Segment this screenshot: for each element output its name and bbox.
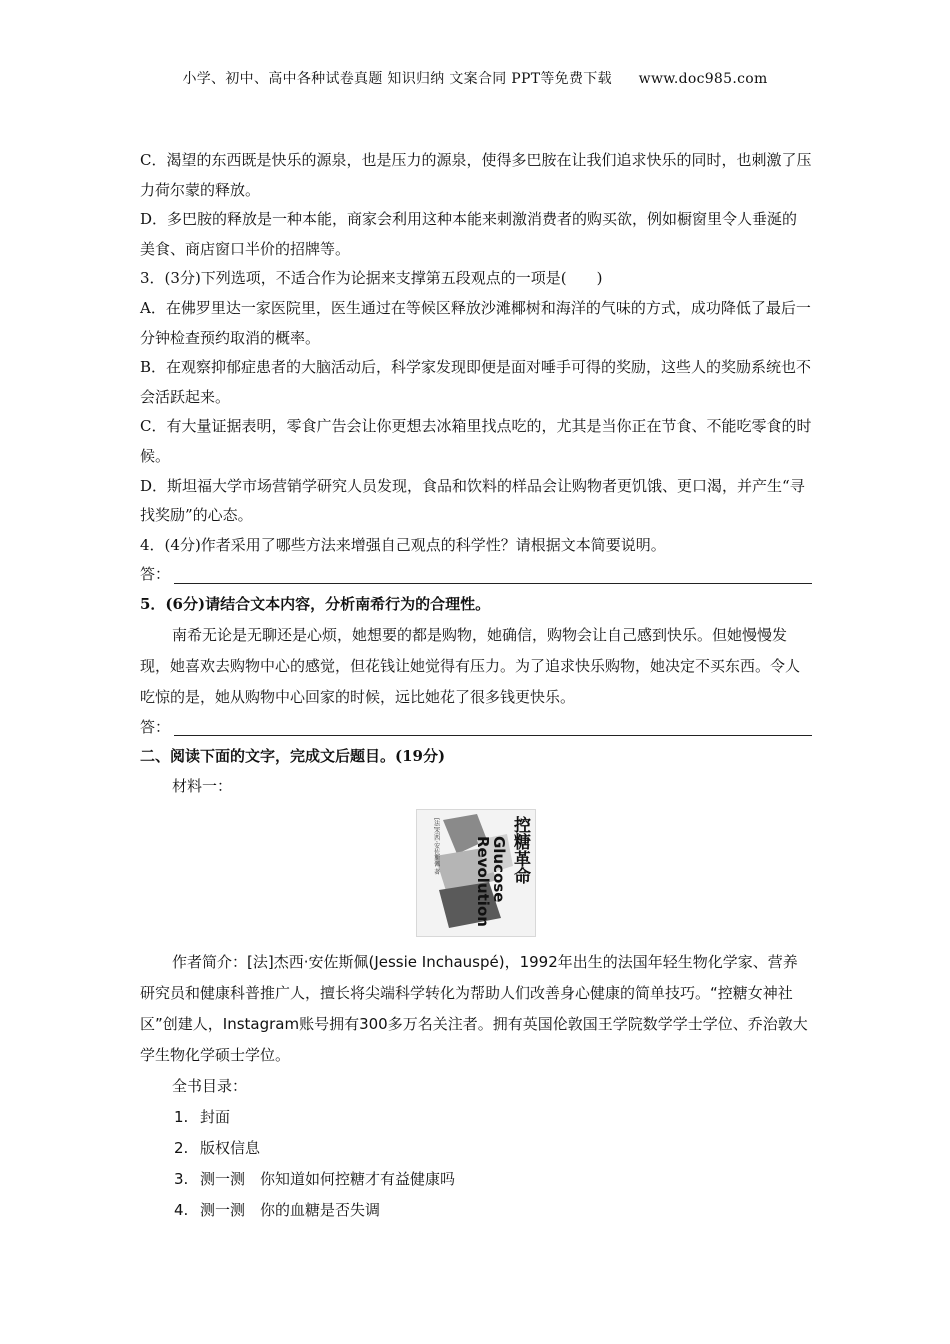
toc-item-text: 封面 xyxy=(200,1108,231,1127)
toc-item-number: 3. xyxy=(174,1170,189,1189)
question-5-stem: 5．(6分)请结合文本内容，分析南希行为的合理性。 xyxy=(140,594,491,613)
table-of-contents xyxy=(140,1102,812,1226)
question-3-option-a: A．在佛罗里达一家医院里，医生通过在等候区释放沙滩椰树和海洋的气味的方式，成功降低了最后一分钟检查预约取消的概率。 xyxy=(140,298,811,347)
toc-item-number: 2. xyxy=(174,1139,189,1158)
answer-rule xyxy=(174,565,812,584)
question-5-answer-line xyxy=(140,713,812,743)
option-c-prev: C．渴望的东西既是快乐的源泉，也是压力的源泉，使得多巴胺在让我们追求快乐的同时，也刺激了压力荷尔蒙的释放。 xyxy=(140,151,812,199)
answer-label: 答： xyxy=(140,717,171,736)
question-3-option-c: C．有大量证据表明，零食广告会让你更想去冰箱里找点吃的，尤其是当你正在节食、不能吃零食的时候。 xyxy=(140,417,812,465)
toc-item-number: 4. xyxy=(174,1201,189,1220)
header-text: 小学、初中、高中各种试卷真题 知识归纳 文案合同 PPT等免费下载 xyxy=(182,71,612,87)
toc-item xyxy=(174,1195,812,1226)
book-cover-container xyxy=(140,809,812,937)
toc-label: 全书目录： xyxy=(172,1077,248,1096)
book-cover-image xyxy=(416,809,536,937)
question-4-answer-line xyxy=(140,560,812,590)
toc-item-number: 1. xyxy=(174,1108,189,1127)
question-4-stem: 4．(4分)作者采用了哪些方法来增强自己观点的科学性？请根据文本简要说明。 xyxy=(140,535,666,554)
toc-item xyxy=(174,1102,812,1133)
document-body xyxy=(140,146,812,1226)
page-header xyxy=(0,68,950,88)
toc-item xyxy=(174,1164,812,1195)
cover-spine-text: [法]杰西·安佐斯佩 著 xyxy=(432,818,440,875)
cover-title-cn: 控糖革命 xyxy=(510,816,530,885)
author-intro: 作者简介：[法]杰西·安佐斯佩(Jessie Inchauspé)，1992年出生的法国年轻生物化学家、营养研究员和健康科普推广人，擅长将尖端科学转化为帮助人们改善身心健康的简单技巧。“控糖女神社区”创建人，Instagram账号拥有300多万名关注者。拥有英国伦敦国王学院数学学士学位、乔治敦大学生物化学硕士学位。 xyxy=(140,953,808,1065)
question-3-option-b: B．在观察抑郁症患者的大脑活动后，科学家发现即便是面对唾手可得的奖励，这些人的奖励系统也不会活跃起来。 xyxy=(140,358,812,406)
option-d-prev: D．多巴胺的释放是一种本能，商家会利用这种本能来刺激消费者的购买欲，例如橱窗里令人垂涎的美食、商店窗口半价的招牌等。 xyxy=(140,210,798,258)
answer-label: 答： xyxy=(140,565,171,584)
header-site: www.doc985.com xyxy=(638,71,768,87)
material-1-label: 材料一： xyxy=(172,776,233,795)
question-3-stem: 3．(3分)下列选项，不适合作为论据来支撑第五段观点的一项是( ) xyxy=(140,269,603,288)
question-3-option-d: D．斯坦福大学市场营销学研究人员发现，食品和饮料的样品会让购物者更饥饿、更口渴，并产生“寻找奖励”的心态。 xyxy=(140,476,805,525)
toc-item-text: 版权信息 xyxy=(200,1139,261,1158)
toc-item-text: 测一测 你知道如何控糖才有益健康吗 xyxy=(200,1170,456,1189)
toc-item-text: 测一测 你的血糖是否失调 xyxy=(200,1201,381,1220)
toc-item xyxy=(174,1133,812,1164)
cover-title-en: Glucose Revolution xyxy=(474,836,508,928)
section-2-heading: 二、阅读下面的文字，完成文后题目。(19分) xyxy=(140,747,446,766)
answer-rule xyxy=(174,717,812,736)
question-5-passage: 南希无论是无聊还是心烦，她想要的都是购物，她确信，购物会让自己感到快乐。但她慢慢发现，她喜欢去购物中心的感觉，但花钱让她觉得有压力。为了追求快乐购物，她决定不买东西。令人吃惊的是，她从购物中心回家的时候，远比她花了很多钱更快乐。 xyxy=(140,625,801,706)
